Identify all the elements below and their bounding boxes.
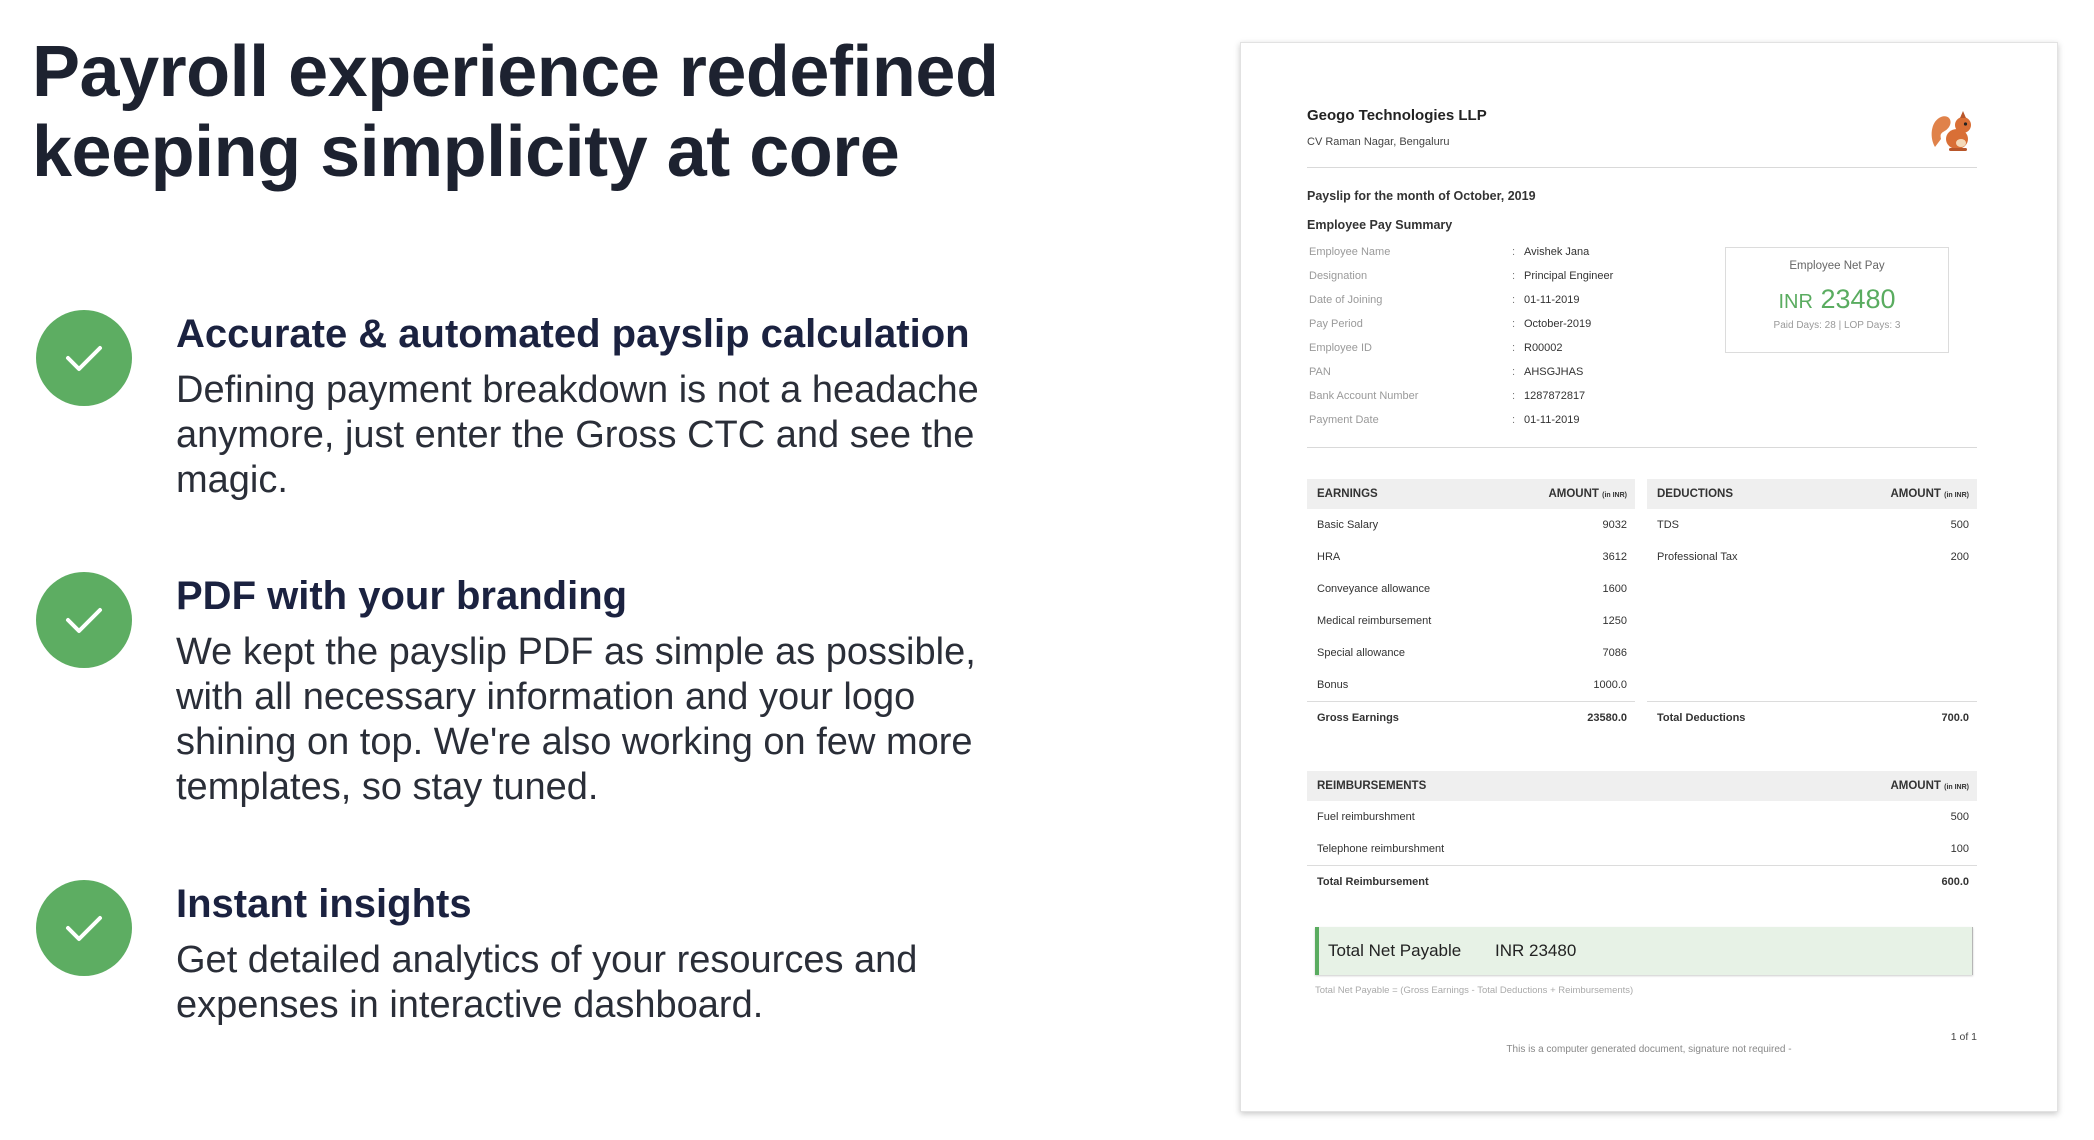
net-payable-label: Total Net Payable — [1328, 941, 1462, 960]
reimbursements-header: REIMBURSEMENTS AMOUNT (in INR) — [1307, 771, 1977, 801]
net-pay-card — [1725, 247, 1949, 353]
table-row: Basic Salary 9032 — [1317, 519, 1627, 531]
pay-summary-heading: Employee Pay Summary — [1307, 218, 1453, 232]
feature-title: PDF with your branding — [176, 574, 628, 618]
table-row: Telephone reimburshment 100 — [1317, 843, 1969, 855]
info-designation: Designation : Principal Engineer — [1309, 270, 1614, 282]
page-number: 1 of 1 — [1950, 1031, 1977, 1043]
total-net-payable-banner — [1315, 927, 1973, 975]
info-payment-date: Payment Date : 01-11-2019 — [1309, 414, 1580, 426]
company-name: Geogo Technologies LLP — [1307, 107, 1487, 124]
gross-earnings-row: Gross Earnings 23580.0 — [1307, 701, 1635, 733]
payslip-document — [1240, 42, 2058, 1112]
table-row: TDS 500 — [1657, 519, 1969, 531]
table-row: Conveyance allowance 1600 — [1317, 583, 1627, 595]
feature-description: We kept the payslip PDF as simple as possible, with all necessary information and your logo shining on top. We're also working on few more templates, so stay tuned. — [176, 631, 976, 808]
payslip-month-title: Payslip for the month of October, 2019 — [1307, 189, 1536, 203]
squirrel-logo-icon — [1927, 107, 1977, 155]
info-employee-name: Employee Name : Avishek Jana — [1309, 246, 1590, 258]
table-row: Professional Tax 200 — [1657, 551, 1969, 563]
check-icon — [36, 880, 132, 976]
info-bank-account: Bank Account Number : 1287872817 — [1309, 390, 1586, 402]
table-row: Medical reimbursement 1250 — [1317, 615, 1627, 627]
earnings-header: EARNINGS AMOUNT (in INR) — [1307, 479, 1635, 509]
company-address: CV Raman Nagar, Bengaluru — [1307, 136, 1450, 148]
net-payable-amount: INR 23480 — [1495, 941, 1577, 960]
info-pay-period: Pay Period : October-2019 — [1309, 318, 1592, 330]
divider — [1307, 447, 1977, 448]
net-payable-formula: Total Net Payable = (Gross Earnings - Total Deductions + Reimbursements) — [1315, 985, 1634, 996]
footer-note: This is a computer generated document, signature not required - — [1506, 1044, 1792, 1055]
total-deductions-row: Total Deductions 700.0 — [1647, 701, 1977, 733]
divider — [1307, 167, 1977, 168]
check-icon — [36, 310, 132, 406]
check-icon — [36, 572, 132, 668]
net-pay-label: Employee Net Pay — [1789, 260, 1885, 272]
feature-title: Accurate & automated payslip calculation — [176, 312, 970, 356]
hero-title — [32, 32, 1052, 192]
table-row: HRA 3612 — [1317, 551, 1627, 563]
feature-title: Instant insights — [176, 882, 472, 926]
table-row: Special allowance 7086 — [1317, 647, 1627, 659]
info-date-of-joining: Date of Joining : 01-11-2019 — [1309, 294, 1580, 306]
info-employee-id: Employee ID : R00002 — [1309, 342, 1563, 354]
paid-days: Paid Days: 28 | LOP Days: 3 — [1773, 320, 1901, 331]
deductions-header: DEDUCTIONS AMOUNT (in INR) — [1647, 479, 1977, 509]
net-pay-amount: INR 23480 — [1778, 284, 1896, 314]
feature-description: Get detailed analytics of your resources and expenses in interactive dashboard. — [176, 939, 918, 1026]
info-pan: PAN : AHSGJHAS — [1309, 366, 1584, 378]
table-row: Fuel reimburshment 500 — [1317, 811, 1969, 823]
hero-title-line-2: keeping simplicity at core — [32, 112, 900, 192]
feature-description: Defining payment breakdown is not a headache anymore, just enter the Gross CTC and see the magic. — [176, 369, 979, 501]
hero-title-line-1: Payroll experience redefined — [32, 32, 999, 112]
total-reimbursement-row: Total Reimbursement 600.0 — [1307, 865, 1977, 897]
table-row: Bonus 1000.0 — [1317, 679, 1627, 691]
